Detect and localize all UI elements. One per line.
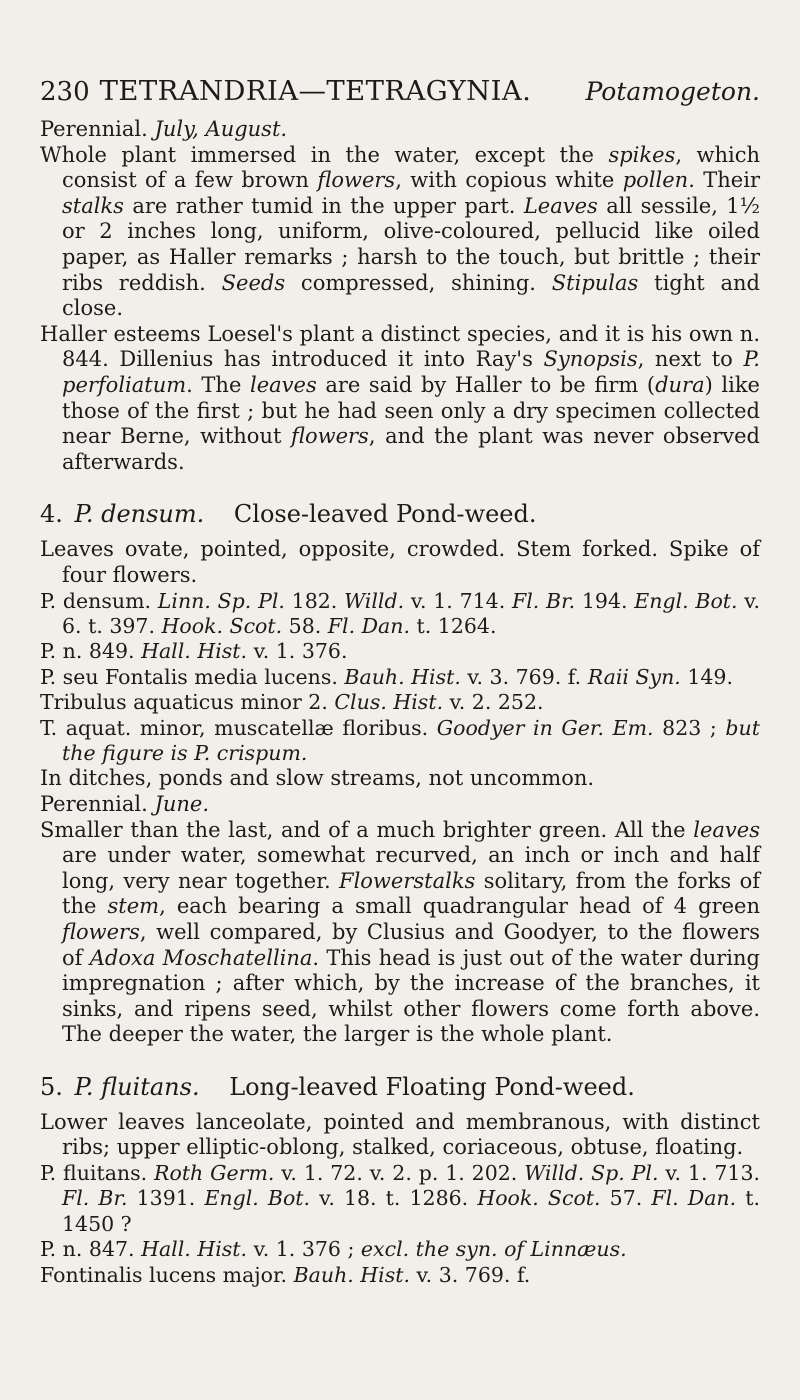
text-run: P. n. 849.: [40, 639, 142, 664]
citation-entry: [40, 589, 760, 640]
species-5-heading: 5. P. fluitans. Long-leaved Floating Pond-weed.: [40, 1072, 635, 1101]
text-run: Leaves ovate, pointed, opposite, crowded. Stem forked. Spike of four flowers.: [40, 537, 760, 587]
description-paragraph: [40, 818, 760, 1048]
text-run: 58.: [282, 613, 328, 638]
italic-run: Hook. Scot.: [477, 1186, 601, 1211]
page-number: 230: [40, 77, 90, 107]
text-run: v. 3. 769. f.: [410, 1262, 531, 1287]
italic-run: Bauh. Hist.: [344, 664, 461, 689]
text-run: v. 6. t. 397.: [62, 588, 760, 638]
diagnosis: [40, 537, 760, 588]
italic-run: Willd.: [344, 588, 405, 613]
italic-run: spikes: [608, 142, 676, 167]
citation-list: [40, 1161, 760, 1288]
text-run: v. 1. 713.: [658, 1161, 761, 1186]
italic-run: Fl. Br.: [511, 588, 576, 613]
italic-run: dura: [655, 372, 705, 397]
running-head: [40, 74, 760, 109]
text-run: Lower leaves lanceolate, pointed and membranous, with distinct ribs; upper elliptic-oblong, stalked, coriaceous, obtuse, floating.: [40, 1109, 760, 1160]
italic-run: Seeds: [221, 270, 286, 295]
text-run: 194.: [575, 588, 635, 613]
text-run: Haller esteems Loesel's plant a distinct species, and it is his own n. 844. Dillenius has introduced it into Ray's: [40, 321, 760, 372]
text-run: 1391.: [127, 1186, 205, 1211]
perennial-line: Perennial. June.: [40, 791, 210, 816]
citation-entry: [40, 665, 760, 690]
text-run: v. 1. 376.: [247, 639, 348, 664]
italic-run: Roth Germ.: [154, 1161, 275, 1186]
text-run: Smaller than the last, and of a much brighter green. All the: [40, 817, 694, 842]
italic-run: leaves: [693, 817, 760, 842]
citation-list: [40, 589, 760, 767]
text-run: , each bearing a small quadrangular head of 4 green: [159, 894, 760, 919]
italic-run: Engl. Bot.: [204, 1186, 311, 1211]
text-run: P. densum.: [40, 588, 158, 613]
italic-run: Stipulas: [551, 270, 639, 295]
italic-run: flowers: [62, 919, 140, 944]
text-run: are said by Haller to be firm (: [316, 372, 656, 397]
italic-run: flowers: [317, 168, 396, 193]
citation-entry: [40, 1263, 760, 1288]
text-run: , with copious white: [395, 168, 623, 193]
text-run: are rather tumid in the upper part.: [123, 193, 524, 218]
section-title: TETRANDRIA—TETRAGYNIA.: [99, 75, 532, 107]
text-run: ) like those of the first ; but he had seen only a dry specimen collected near Berne, without: [62, 372, 760, 449]
italic-run: Adoxa Moschatellina: [89, 945, 313, 970]
text-run: P. fluitans.: [40, 1161, 155, 1186]
italic-run: excl. the syn. of Linnæus.: [360, 1237, 627, 1262]
text-run: v. 1. 714.: [404, 588, 512, 613]
text-run: . This head is just out of the water during impregnation ; after which, by the increase of the branches, it sinks, and ripens seed, whilst other flowers come forth above. The deeper the water, the larger is the whole plant.: [62, 945, 760, 1047]
citation-entry: [40, 1237, 760, 1262]
text-run: t. 1450 ?: [62, 1186, 760, 1236]
italic-run: Engl. Bot.: [634, 588, 738, 613]
text-run: , and the plant was never observed afterwards.: [62, 424, 760, 474]
species-4-body: [40, 537, 760, 1048]
italic-run: Leaves: [523, 193, 598, 218]
text-run: v. 1. 376 ;: [247, 1237, 361, 1262]
text-run: t. 1264.: [410, 613, 497, 638]
italic-run: Fl. Br.: [62, 1186, 128, 1211]
species-latin-name: P. fluitans.: [74, 1072, 200, 1101]
text-run: all sessile, 1½ or 2 inches long, uniform, olive-coloured, pellucid like oiled paper, as Haller remarks ; harsh to the touch, but brittle ; their ribs reddish.: [62, 193, 760, 295]
species-latin-name: P. densum.: [74, 500, 205, 529]
citation-entry: [40, 716, 760, 767]
text-run: are under water, somewhat recurved, an inch or inch and half long, very near together.: [62, 843, 760, 893]
text-run: Fontinalis lucens major.: [40, 1262, 294, 1287]
text-run: v. 3. 769. f.: [460, 664, 588, 689]
text-run: . Their: [688, 168, 760, 193]
genus-title: Potamogeton.: [585, 77, 760, 106]
text-run: Whole plant immersed in the water, except the: [40, 142, 609, 167]
citation-entry: [40, 639, 760, 664]
italic-run: Willd. Sp. Pl.: [524, 1161, 659, 1186]
text-run: 182.: [284, 588, 345, 613]
text-run: , which consist of a few brown: [62, 142, 761, 193]
citation-entry: [40, 690, 760, 715]
italic-run: Linn. Sp. Pl.: [157, 588, 285, 613]
italic-run: Fl. Dan.: [327, 613, 410, 638]
text-run: Tribulus aquaticus minor 2.: [40, 690, 335, 715]
habitat-line: In ditches, ponds and slow streams, not uncommon.: [40, 766, 595, 791]
text-run: compressed, shining.: [285, 270, 552, 295]
text-run: v. 2. 252.: [443, 690, 544, 715]
text-run: 149.: [680, 664, 733, 689]
species-common-name: Close-leaved Pond-weed.: [233, 500, 537, 529]
text-run: P. n. 847.: [40, 1237, 142, 1262]
perennial-line: Perennial. July, August.: [40, 117, 288, 141]
text-run: 823 ;: [653, 715, 726, 740]
italic-run: Hall. Hist.: [141, 639, 248, 664]
species-common-name: Long-leaved Floating Pond-weed.: [229, 1072, 635, 1101]
diagnosis: [40, 1110, 760, 1161]
italic-run: pollen: [622, 168, 689, 193]
italic-run: Fl. Dan.: [651, 1186, 737, 1211]
italic-run: flowers: [290, 424, 369, 449]
citation-entry: [40, 1161, 760, 1237]
description-paragraph: [40, 143, 760, 322]
italic-run: Raii Syn.: [587, 664, 681, 689]
text-run: , next to: [637, 347, 744, 372]
italic-run: Hall. Hist.: [141, 1237, 248, 1262]
italic-run: stem: [107, 894, 160, 919]
italic-run: Hook. Scot.: [161, 613, 283, 638]
italic-run: Synopsis: [543, 347, 638, 372]
haller-paragraph: [40, 322, 760, 476]
text-run: , well compared, by Clusius and Goodyer, to the flowers of: [62, 919, 760, 970]
text-run: v. 1. 72. v. 2. p. 1. 202.: [274, 1161, 525, 1186]
text-run: T. aquat. minor, muscatellæ floribus.: [40, 715, 437, 740]
species-5-body: [40, 1110, 760, 1288]
text-run: v. 18. t. 1286.: [310, 1186, 478, 1211]
text-run: . The: [186, 372, 250, 397]
italic-run: leaves: [249, 372, 317, 397]
species-4-heading: 4. P. densum. Close-leaved Pond-weed.: [40, 500, 537, 529]
italic-run: P. perfoliatum: [62, 347, 760, 397]
italic-run: but the figure is P. crispum.: [62, 715, 760, 765]
italic-run: Bauh. Hist.: [293, 1262, 411, 1287]
text-run: P. seu Fontalis media lucens.: [40, 664, 345, 689]
text-run: 57.: [600, 1186, 652, 1211]
italic-run: stalks: [62, 193, 124, 218]
italic-run: Clus. Hist.: [334, 690, 444, 715]
text-run: tight and close.: [62, 270, 761, 321]
italic-run: Goodyer in Ger. Em.: [436, 715, 654, 740]
text-run: solitary, from the forks of the: [62, 868, 760, 919]
species-3-continuation: [40, 117, 760, 475]
italic-run: Flowerstalks: [339, 868, 476, 893]
